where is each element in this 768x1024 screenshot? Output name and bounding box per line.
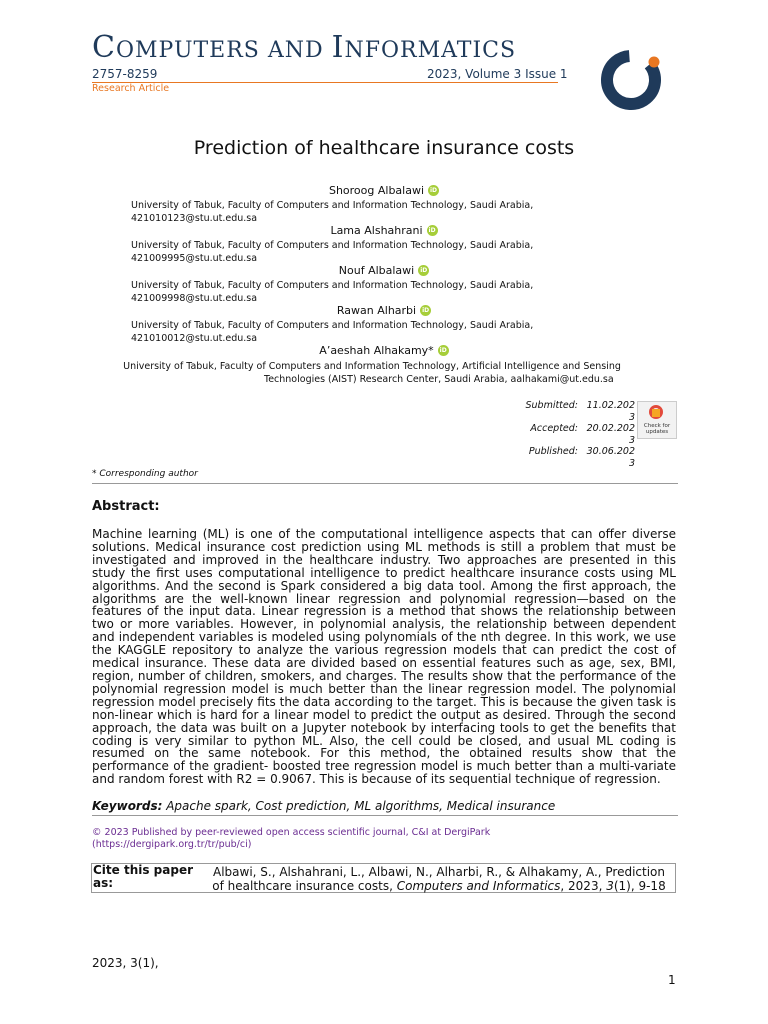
author-affiliation [131, 319, 601, 345]
journal-title [92, 30, 516, 65]
date-value: 11.02.2023 [586, 400, 635, 423]
author-name [0, 344, 768, 357]
author-email: Technologies (AIST) Research Center, Saudi Arabia, aalhakami@ut.edu.sa [264, 374, 614, 385]
orcid-icon[interactable]: iD [420, 267, 428, 274]
page-number: 1 [668, 973, 676, 987]
check-updates-text [638, 423, 676, 435]
author-email: 421010123@stu.ut.edu.sa [131, 213, 258, 224]
citation-line [204, 879, 674, 893]
corresponding-author-note: * Corresponding author [92, 469, 198, 479]
citation-line: Albawi, S., Alshahrani, L., Albawi, N., Alharbi, R., & Alhakamy, A., Prediction [212, 865, 665, 879]
author-name-text: Shoroog Albalawi [328, 184, 425, 197]
author-name-text: Rawan Alharbi [336, 304, 417, 317]
author-email: 421010012@stu.ut.edu.sa [131, 333, 258, 344]
citation-part: of healthcare insurance costs, [212, 879, 397, 893]
author-affiliation [131, 279, 601, 305]
citation-part: (1), 9-18 [613, 879, 666, 893]
author-affiliation [96, 360, 648, 386]
keywords-text: Apache spark, Cost prediction, ML algorithms, Medical insurance [166, 799, 556, 813]
date-label: Submitted: [525, 400, 578, 411]
check-updates-line: updates [645, 429, 669, 435]
cite-label: Cite this paper as: [93, 863, 194, 890]
author-email: 421009998@stu.ut.edu.sa [131, 293, 258, 304]
issn: 2757-8259 [92, 67, 158, 81]
copyright-line: © 2023 Published by peer-reviewed open access scientific journal, C&I at DergiPark [92, 827, 491, 838]
footer-citation: 2023, 3(1), [92, 957, 159, 970]
journal-logo-icon [598, 46, 664, 112]
affiliation-line: University of Tabuk, Faculty of Computers and Information Technology, Artificial Intelligence and Sensing [123, 361, 621, 372]
author-name [0, 184, 768, 197]
section-divider [92, 483, 678, 484]
check-updates-line: Check for [643, 423, 671, 429]
affiliation-line: University of Tabuk, Faculty of Computers and Information Technology, Saudi Arabia, [131, 320, 534, 331]
orcid-icon[interactable]: iD [422, 307, 430, 314]
orcid-icon[interactable]: iD [428, 227, 436, 234]
author-name-text: A’aeshah Alhakamy* [319, 344, 434, 357]
volume-issue: 2023, Volume 3 Issue 1 [427, 67, 568, 81]
section-divider [92, 815, 678, 816]
keywords-label: Keywords: [92, 799, 163, 813]
author-name-text: Lama Alshahrani [330, 224, 423, 237]
date-row-submitted [516, 400, 635, 423]
author-name [0, 264, 768, 277]
article-dates [516, 400, 636, 469]
journal-title-initial-1: C [92, 30, 116, 65]
citation-text [204, 865, 674, 893]
journal-title-rest-1: OMPUTERS AND [115, 38, 332, 63]
author-affiliation [131, 199, 601, 225]
author-email: 421009995@stu.ut.edu.sa [131, 253, 258, 264]
affiliation-line: University of Tabuk, Faculty of Computers and Information Technology, Saudi Arabia, [131, 200, 534, 211]
bookmark-icon [652, 409, 660, 417]
affiliation-line: University of Tabuk, Faculty of Computers and Information Technology, Saudi Arabia, [131, 240, 534, 251]
date-label: Published: [528, 446, 578, 457]
date-label: Accepted: [530, 423, 578, 434]
journal-title-rest-2: NFORMATICS [344, 38, 517, 63]
citation-box [91, 863, 676, 893]
author-name [0, 224, 768, 237]
affiliation-line: University of Tabuk, Faculty of Computers and Information Technology, Saudi Arabia, [131, 280, 534, 291]
citation-volume: 3 [606, 879, 614, 893]
author-name-text: Nouf Albalawi [338, 264, 415, 277]
date-row-published [516, 446, 635, 469]
paper-title: Prediction of healthcare insurance costs [193, 137, 575, 159]
date-value: 20.02.2023 [586, 423, 635, 446]
date-row-accepted [516, 423, 635, 446]
abstract-heading: Abstract: [92, 499, 160, 514]
orcid-icon[interactable]: iD [439, 347, 447, 354]
citation-part: , 2023, [560, 879, 607, 893]
copyright-notice [92, 827, 490, 851]
author-affiliation [131, 239, 601, 265]
abstract-text: Machine learning (ML) is one of the computational intelligence aspects that can offer diverse solutions. Medical insurance cost prediction using ML methods is still a problem that must be investigated and improved in the healthcare industry. Two approaches are presented in this study the first uses computational intelligence to predict healthcare insurance costs using ML algorithms. And the second is Spark considered a big data tool. Among the first approach, the algorithms are the well-known linear regression and polynomial regression—based on the features of the input data. Linear regression is a method that shows the relationship between two or more variables. However, in polynomial analysis, the relationship between dependent and independent variables is modeled using polynomials of the nth degree. In this work, we use the KAGGLE repository to analyze the various regression models that can predict the cost of medical insurance. These data are divided based on essential features such as age, sex, BMI, region, number of children, smokers, and charges. The results show that the performance of the polynomial regression model is much better than the linear regression model. The polynomial regression model precisely fits the data according to the target. This is because the given task is non-linear which is hard for a linear model to predict the output as desired. Through the second approach, the data was built on a Jupyter notebook by interfacing tools to get the benefits that coding is very similar to python ML. Also, the cell could be closed, and usual ML coding is resumed on the same notebook. For this method, the obtained results show that the performance of the gradient- boosted tree regression model is much better than a multi-variate and random forest with R2 = 0.9067. This is because of its sequential technique of regression. [92, 527, 676, 787]
keywords [92, 799, 555, 813]
dergipark-link[interactable]: (https://dergipark.org.tr/tr/pub/ci) [92, 839, 252, 850]
journal-title-initial-2: I [331, 30, 345, 65]
check-for-updates-badge[interactable] [637, 401, 677, 439]
orcid-icon[interactable]: iD [430, 187, 438, 194]
citation-journal: Computers and Informatics [396, 879, 561, 893]
author-name [0, 304, 768, 317]
date-value: 30.06.2023 [586, 446, 635, 469]
article-type: Research Article [92, 83, 170, 94]
